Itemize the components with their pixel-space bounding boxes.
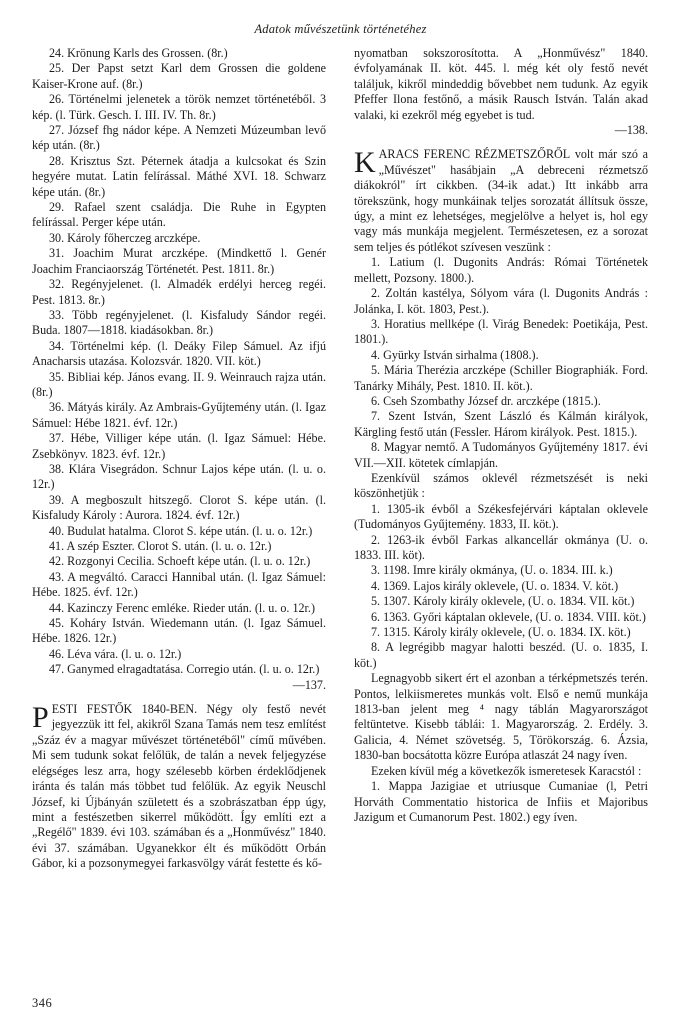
list-item: 5. Mária Therézia arczképe (Schiller Biographiák. Ford. Tanárky Mihály, Pest. 1810. II. köt.). [354, 363, 648, 393]
section-paragraph: Ezeken kívül még a következők ismeretesek Karacstól : [371, 763, 642, 778]
list-item: 6. 1363. Győri káptalan oklevele, (U. o. 1834. VIII. köt.) [371, 609, 646, 624]
list-item: 28. Krisztus Szt. Péternek átadja a kulcsokat és Szin hegyére mutat. Latin felírással. Máthé XVI. 18. Schwarz képe után. (8r.) [32, 153, 326, 199]
pesti-festok-section [32, 702, 326, 871]
list-item: 8. A legrégibb magyar halotti beszéd. (U. o. 1835, I. köt.) [354, 640, 648, 670]
list-item: 4. 1369. Lajos király oklevele, (U. o. 1834. V. köt.) [371, 578, 619, 593]
list-item: 30. Károly főherczeg arczképe. [49, 230, 201, 245]
left-column [32, 46, 326, 976]
list-item: 44. Kazinczy Ferenc emléke. Rieder után. (l. u. o. 12r.) [49, 600, 315, 615]
section-end-rule: —138. [614, 123, 648, 138]
continued-paragraph: nyomatban sokszorosította. A „Honművész" 1840. évfolyamának II. köt. 445. l. még két oly festő nevét találjuk, kikről mindeddig bővebbet nem tudunk. Az egyik Pfeffer Ilona festőnő, a másik Rausch István. Talán akad valaki, ki ezekről még egyebet is tud. [354, 46, 648, 122]
list-item: 33. Több regényjelenet. (l. Kisfaludy Sándor regéi. Buda. 1807—1818. kiadásokban. 8r.) [32, 307, 326, 338]
list-item: 7. Szent István, Szent László és Kálmán királyok, Kärgling festő után (Fessler. Három királyok. Pest. 1815.). [354, 409, 648, 439]
section-paragraph: Négy oly festő nevét jegyezzük itt fel, akikről Szana Tamás nem tesz említést „Száz év a magyar művészet történetéből" című művében. Mi sem tudunk sokat felőlük, de talán a nevek feljegyzése elégséges lesz arra, hogy szélesebb körben érdeklődjenek iránta és talán más többet tud felőlük. Az egyik Neuschl József, ki Újbányán született és a szobrászatban épp úgy, mint a festészetben sikerrel működött. Így említi ezt a „Regélő" 1839. évi 103. számában és a „Honművész" 1840. évi 37. számában. Ugyanekkor élt és működött Orbán Gábor, ki a pozsonymegyei farkasvölgy várát festette és kő- [32, 702, 326, 871]
list-item: 31. Joachim Murat arczképe. (Mindkettő l. Genér Joachim Franciaország Történetét. Pest. 1811. 8r.) [32, 246, 326, 276]
list-item: 26. Történelmi jelenetek a török nemzet történetéből. 3 kép. (l. Türk. Gesch. I. III. IV. Th. 8r.) [32, 92, 326, 122]
section-body [32, 702, 326, 871]
section-body [354, 147, 648, 255]
section-paragraph: Legnagyobb sikert ért el azonban a térképmetszés terén. Pontos, lelkiismeretes munkás volt. Első e nemű munkája 1813-ban jelent meg ⁴ nagy táblán Magyarországot feltüntetve. Kisebb táblái: 1. Magyarország. 2. Erdély. 3. Galicia, 4. Német szövetség. 5, Törökország. 6. Ázsia, 1830-ban bocsátotta közre Európa atlaszát 24 nagy íven. [354, 671, 648, 763]
list-item: 35. Bibliai kép. János evang. II. 9. Weinrauch rajza után. (8r.) [32, 369, 326, 399]
list-item: 43. A megváltó. Caracci Hannibal után. (l. Igaz Sámuel: Hébe. 1825. évf. 12r.) [32, 569, 326, 600]
list-item: 5. 1307. Károly király oklevele, (U. o. 1834. VII. köt.) [371, 594, 635, 609]
list-item: 2. 1263-ik évből Farkas alkancellár okmánya (U. o. 1833. III. köt). [354, 532, 648, 562]
list-item: 1. Mappa Jazigiae et utriusque Cumaniae (l, Petri Horváth Commentatio historica de Infiis et Majoribus Jazigum et Cumanorum Pest. 1802.) egy íven. [354, 779, 648, 824]
karacs-ferenc-section [354, 147, 648, 255]
list-item: 25. Der Papst setzt Karl dem Grossen die goldene Kaiser-Krone auf. (8r.) [32, 61, 326, 91]
list-item: 3. Horatius mellképe (l. Virág Benedek: Poetikája, Pest. 1801.). [354, 316, 648, 347]
section-middle-paragraph: Ezenkívül számos oklevél rézmetszését is neki köszönhetjük : [354, 470, 648, 501]
list-item: 38. Klára Visegrádon. Schnur Lajos képe után. (l. u. o. 12r.) [32, 461, 326, 492]
list-item: 37. Hébe, Villiger képe után. (l. Igaz Sámuel: Hébe. Zsebkönyv. 1823. évf. 12r.) [32, 431, 326, 461]
list-item: 6. Cseh Szombathy József dr. arczképe (1815.). [371, 393, 601, 408]
two-column-body [32, 46, 649, 976]
list-item: 36. Mátyás király. Az Ambrais-Gyűjtemény után. (l. Igaz Sámuel: Hébe 1821. évf. 12r.) [32, 400, 326, 430]
list-item: 24. Krönung Karls des Grossen. (8r.) [49, 46, 228, 60]
list-item: 8. Magyar nemtő. A Tudományos Gyűjtemény 1817. évi VII.—XII. kötetek címlapján. [354, 440, 648, 470]
list-item: 29. Rafael szent családja. Die Ruhe in Egypten felírással. Perger képe után. [32, 200, 326, 230]
list-item: 32. Regényjelenet. (l. Almadék erdélyi herceg regéi. Pest. 1813. 8r.) [32, 277, 326, 307]
list-item: 1. Latium (l. Dugonits András: Római Történetek mellett, Pozsony. 1800.). [354, 255, 648, 285]
page-number: 346 [32, 996, 53, 1010]
list-item: 47. Ganymed elragadtatása. Corregio után. (l. u. o. 12r.) [49, 662, 320, 677]
right-column [354, 46, 648, 976]
section-heading: ARACS FERENC RÉZMETSZŐRŐL [378, 147, 571, 162]
list-item: 3. 1198. Imre király okmánya, (U. o. 1834. III. k.) [371, 563, 613, 578]
list-item: 7. 1315. Károly király oklevele, (U. o. 1834. IX. köt.) [371, 625, 631, 640]
list-item: 39. A megboszult hitszegő. Clorot S. képe után. (l. Kisfaludy Károly : Aurora. 1824. évf. 12r.) [32, 492, 326, 523]
drop-cap: P [32, 701, 49, 735]
list-item: 41. A szép Eszter. Clorot S. után. (l. u. o. 12r.) [49, 539, 272, 553]
running-head: Adatok művészetünk történetéhez [254, 22, 427, 36]
section-intro: volt már szó a „Művészet" hasábjain „A debreceni rézmetsző diákokról" írt cikkben. (34-ik adat.) Itt inkább arra törekszünk, hogy munkáinak teljes sorozatát állítsuk össze, úgy, a mint ez lehetséges, megjelölve a helyet is, hol egy vagy más munkája megjelent. Természetesen, ez a sorozat sem teljes és pótlékot szívesen veszünk : [354, 147, 648, 254]
section-end-rule: —137. [292, 677, 326, 692]
list-item: 27. József fhg nádor képe. A Nemzeti Múzeumban levő kép után. (8r.) [32, 123, 326, 153]
list-item: 4. Gyürky István sirhalma (1808.). [371, 347, 539, 362]
list-item: 1. 1305-ik évből a Székesfejérvári káptalan oklevele (Tudományos Gyűjtemény. 1833, II. köt.). [354, 501, 648, 532]
list-item: 2. Zoltán kastélya, Sólyom vára (l. Dugonits András : Jolánka, I. köt. 1803, Pest.). [354, 286, 648, 316]
list-item: 34. Történelmi kép. (l. Deáky Filep Sámuel. Az ifjú Anacharsis utazása. Kolozsvár. 1820. VII. köt.) [32, 338, 326, 369]
list-item: 46. Léva vára. (l. u. o. 12r.) [49, 646, 182, 661]
list-item: 42. Rozgonyi Cecilia. Schoeft képe után. (l. u. o. 12r.) [49, 554, 311, 569]
drop-cap: K [354, 146, 376, 180]
section-heading: ESTI FESTŐK 1840-BEN. [51, 702, 198, 717]
list-item: 45. Koháry István. Wiedemann után. (l. Igaz Sámuel. Hébe. 1826. 12r.) [32, 616, 326, 646]
list-item: 40. Budulat hatalma. Clorot S. képe után. (l. u. o. 12r.) [49, 523, 313, 538]
